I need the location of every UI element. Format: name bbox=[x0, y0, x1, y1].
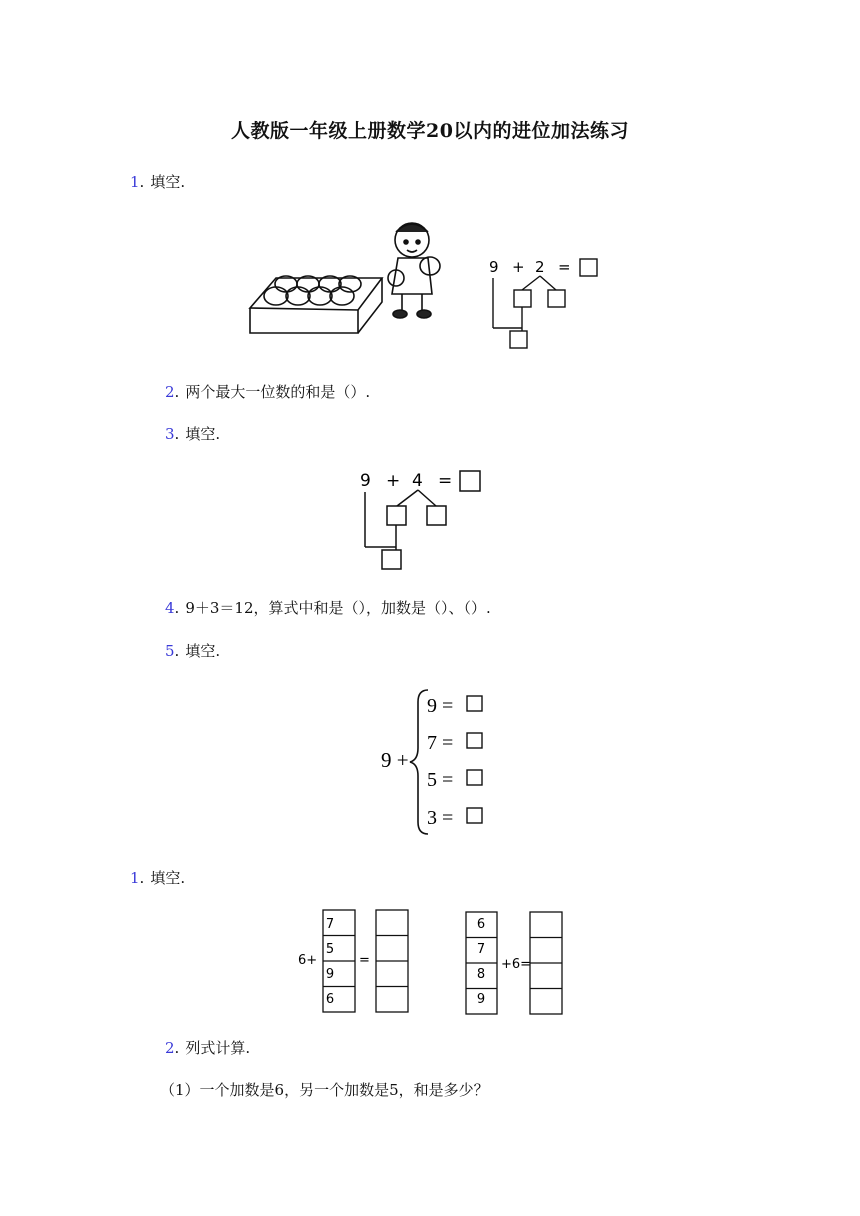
plus-sign: + bbox=[512, 258, 525, 276]
answer-box bbox=[467, 770, 482, 785]
grid-left-equals: = bbox=[359, 953, 370, 968]
addend-a: 9 bbox=[489, 258, 499, 276]
part-box bbox=[514, 290, 531, 307]
decompose-diagram-2 bbox=[354, 466, 494, 574]
grid-left-prefix: 6+ bbox=[298, 953, 318, 968]
brace-row: 7 = bbox=[427, 732, 454, 754]
child-icon bbox=[388, 223, 440, 318]
answer-box bbox=[467, 733, 482, 748]
brace-row: 9 = bbox=[427, 695, 454, 717]
question-number: 5 bbox=[165, 642, 175, 660]
egg-box-illustration bbox=[246, 218, 451, 338]
question-text: 填空. bbox=[185, 425, 221, 443]
equals-sign: = bbox=[438, 471, 453, 491]
brace-row: 3 = bbox=[427, 807, 454, 829]
decompose-diagram-1 bbox=[480, 254, 610, 354]
grid-diagrams bbox=[290, 906, 570, 1018]
question-text: 填空. bbox=[150, 869, 186, 887]
grid-right-cell: 8 bbox=[476, 967, 486, 982]
addend-b: 4 bbox=[412, 471, 423, 491]
question-1: 1. 填空. bbox=[130, 173, 186, 191]
subquestion-1: （1）一个加数是6，另一个加数是5，和是多少？ bbox=[160, 1081, 489, 1099]
question-number: 3 bbox=[165, 425, 175, 443]
addend-b: 2 bbox=[535, 258, 545, 276]
part-box bbox=[427, 506, 446, 525]
part-box bbox=[548, 290, 565, 307]
grid-left-cell: 6 bbox=[325, 992, 335, 1007]
question-1b: 1. 填空. bbox=[130, 869, 186, 887]
brace-icon bbox=[410, 690, 428, 834]
question-text: 9＋3＝12，算式中和是（），加数是（）、（）. bbox=[185, 599, 491, 617]
grid-left-cell: 5 bbox=[325, 942, 335, 957]
plus-sign: + bbox=[386, 471, 401, 491]
addend-a: 9 bbox=[360, 471, 371, 491]
question-3: 3. 填空. bbox=[165, 425, 221, 443]
question-5: 5. 填空. bbox=[165, 642, 221, 660]
page-title: 人教版一年级上册数学20以内的进位加法练习 bbox=[231, 120, 629, 142]
question-text: 填空. bbox=[150, 173, 186, 191]
question-number: 2 bbox=[165, 1039, 175, 1057]
brace-row: 5 = bbox=[427, 769, 454, 791]
ten-box bbox=[510, 331, 527, 348]
grid-right-cell: 6 bbox=[476, 917, 486, 932]
answer-box bbox=[467, 696, 482, 711]
grid-right-cell: 9 bbox=[476, 992, 486, 1007]
question-text: 列式计算. bbox=[185, 1039, 251, 1057]
answer-box bbox=[580, 259, 597, 276]
question-2: 2. 两个最大一位数的和是（）. bbox=[165, 383, 371, 401]
grid-right-cell: 7 bbox=[476, 942, 486, 957]
part-box bbox=[387, 506, 406, 525]
equals-sign: = bbox=[558, 258, 571, 276]
question-2b: 2. 列式计算. bbox=[165, 1039, 251, 1057]
question-text: 填空. bbox=[185, 642, 221, 660]
grid-right-suffix: +6= bbox=[501, 957, 532, 972]
question-number: 2 bbox=[165, 383, 175, 401]
answer-box bbox=[467, 808, 482, 823]
brace-diagram bbox=[376, 684, 496, 842]
question-number: 1 bbox=[130, 869, 140, 887]
question-number: 1 bbox=[130, 173, 140, 191]
answer-box bbox=[460, 471, 480, 491]
question-number: 4 bbox=[165, 599, 175, 617]
ten-box bbox=[382, 550, 401, 569]
grid-left-cell: 7 bbox=[325, 917, 335, 932]
grid-left-cell: 9 bbox=[325, 967, 335, 982]
question-text: 两个最大一位数的和是（）. bbox=[185, 383, 371, 401]
brace-prefix: 9 + bbox=[381, 748, 409, 772]
question-4: 4. 9＋3＝12，算式中和是（），加数是（）、（）. bbox=[165, 599, 491, 617]
